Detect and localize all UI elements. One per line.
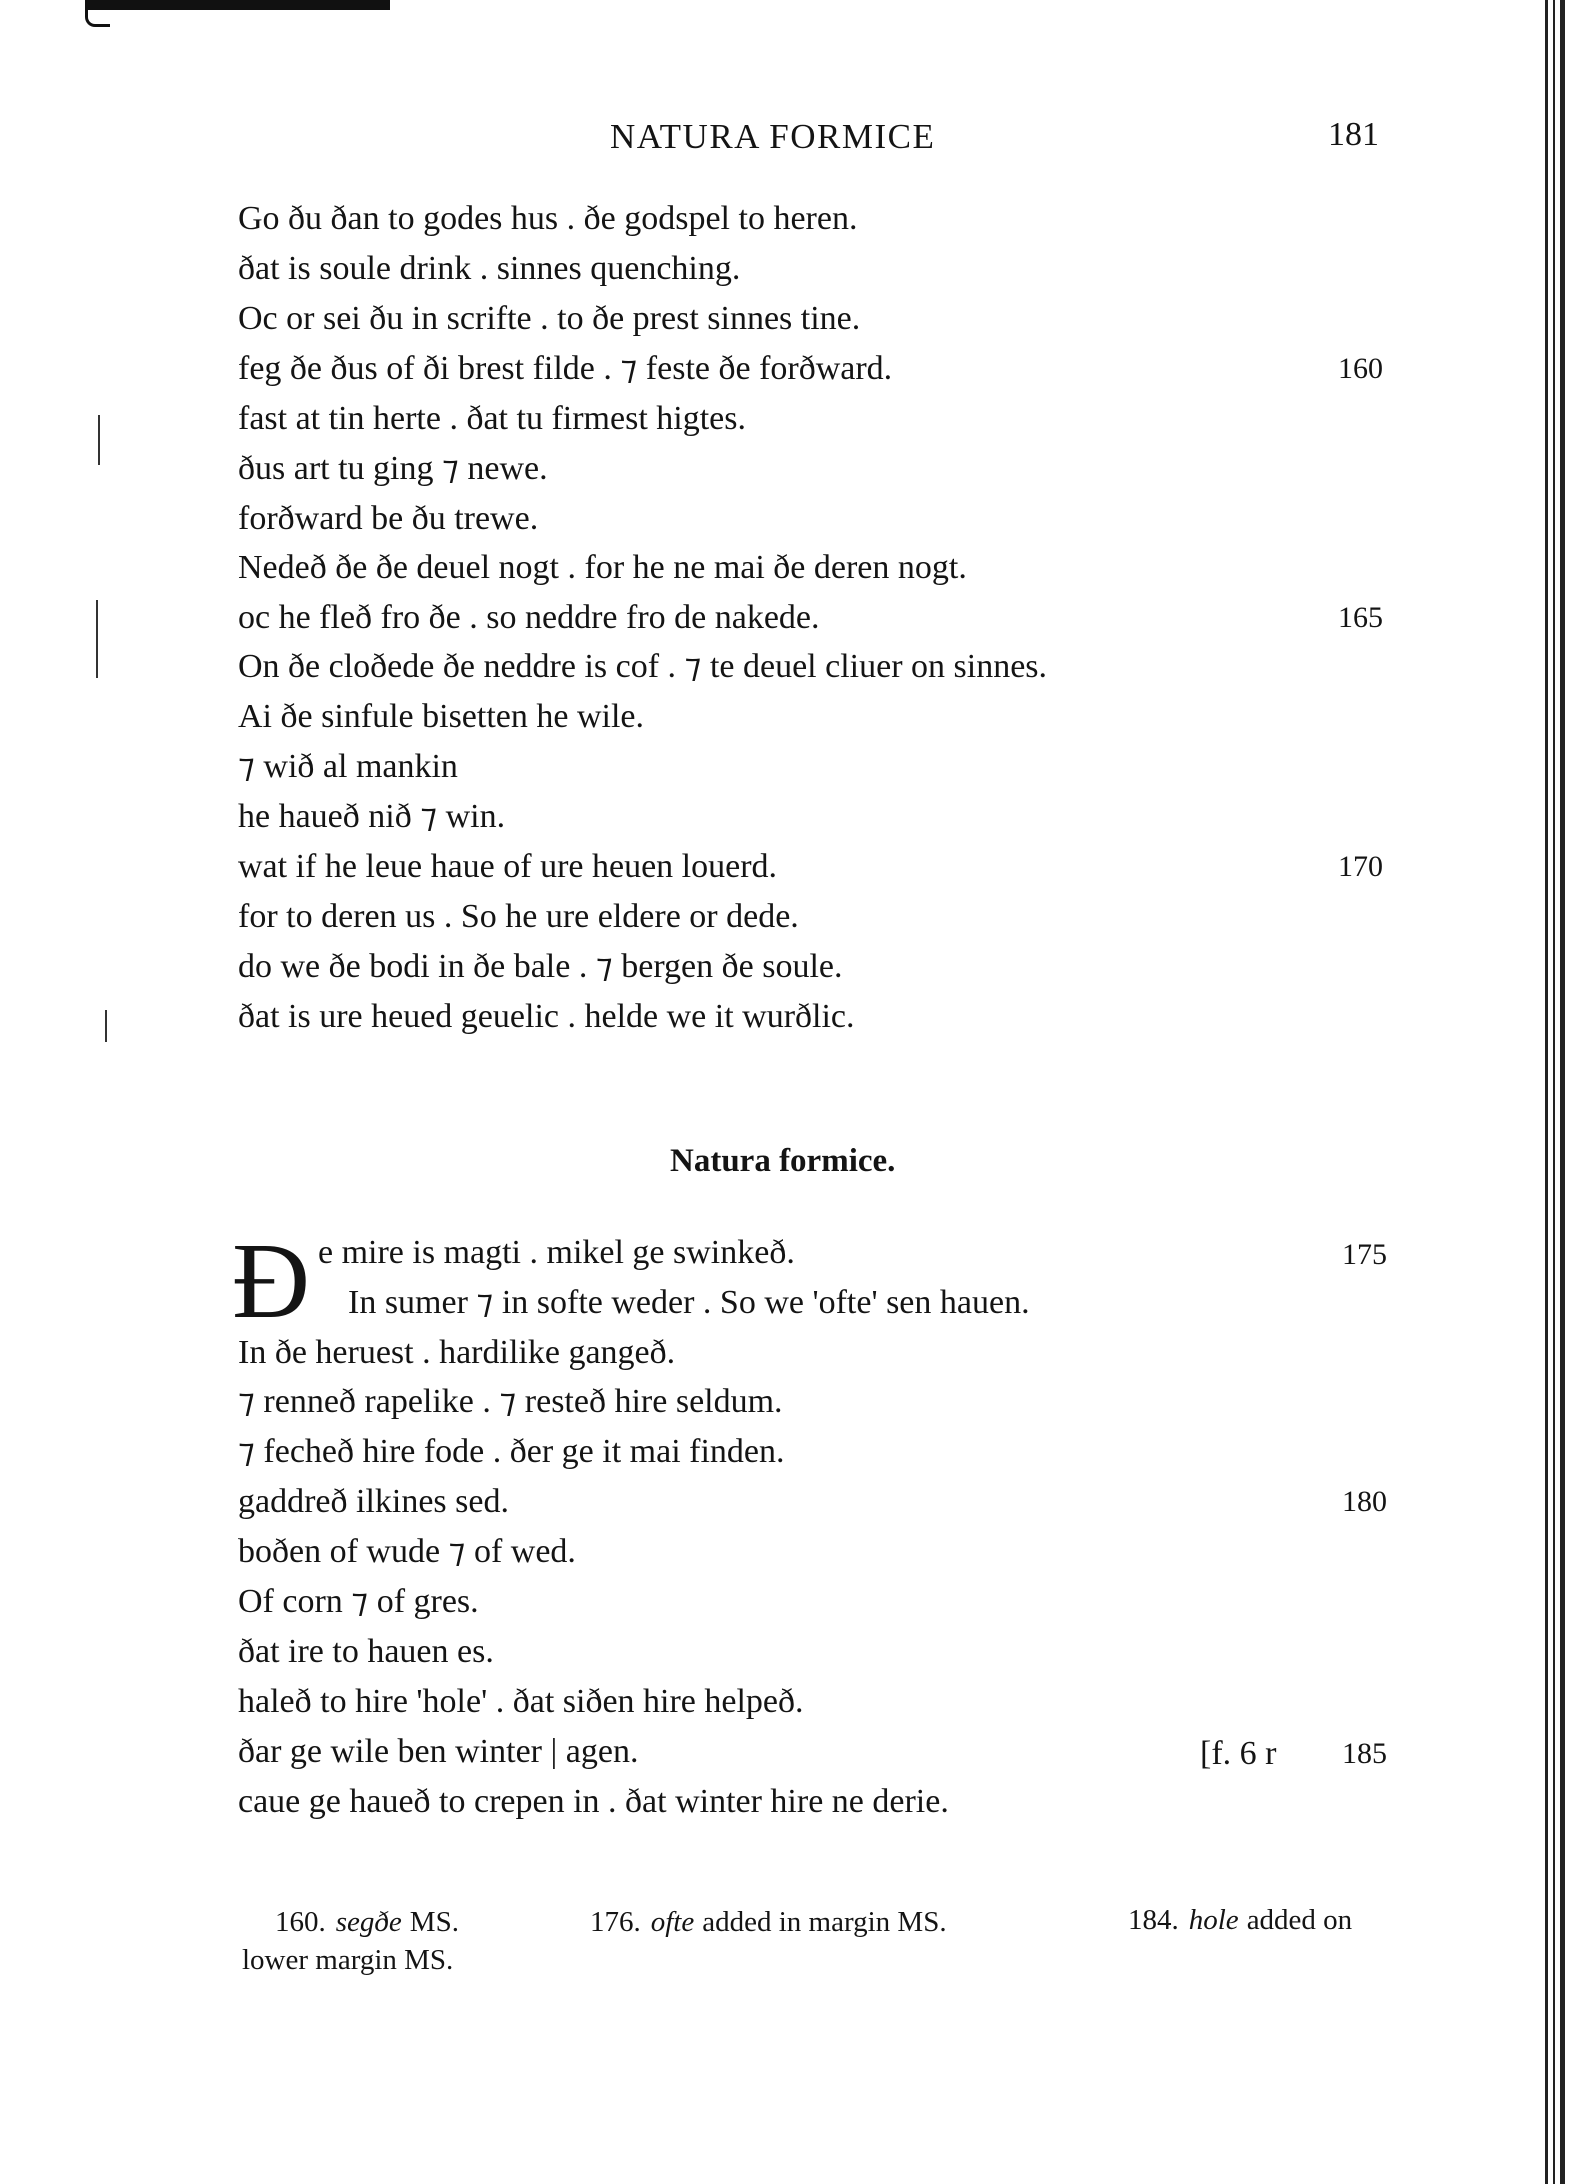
drop-cap: Ð [232, 1222, 310, 1341]
verse-line: forðward be ðu trewe. [238, 500, 539, 537]
page-number: 181 [1328, 116, 1379, 153]
verse-line: In ðe heruest . hardilike gangeð. [238, 1334, 676, 1371]
verse-line: haleð to hire 'hole' . ðat siðen hire helpeð. [238, 1683, 804, 1720]
footnote [275, 1908, 459, 1937]
binding-edge [1560, 0, 1565, 2184]
footnote-continuation: lower margin MS. [242, 1944, 454, 1976]
line-number: 175 [1342, 1238, 1387, 1271]
verse-line: e mire is magti . mikel ge swinkeð. [318, 1234, 795, 1271]
page-edge-hook [85, 10, 110, 27]
line-number: 185 [1342, 1737, 1387, 1770]
footnote-text: MS. [409, 1906, 459, 1938]
footnote [1128, 1906, 1352, 1935]
verse-line: ðat is ure heued geuelic . helde we it wurðlic. [238, 998, 855, 1035]
running-head: NATURA FORMICE [610, 117, 936, 156]
line-number: 165 [1338, 601, 1383, 634]
footnote-number: 160. [275, 1906, 326, 1938]
line-number: 180 [1342, 1485, 1387, 1518]
margin-mark [98, 415, 100, 465]
verse-line: ðar ge wile ben winter | agen. [238, 1733, 639, 1770]
line-number: 170 [1338, 850, 1383, 883]
verse-line: In sumer ⁊ in softe weder . So we 'ofte' sen hauen. [348, 1284, 1030, 1321]
verse-line: caue ge haueð to crepen in . ðat winter hire ne derie. [238, 1783, 949, 1820]
footnote-text: added on [1246, 1904, 1353, 1936]
verse-line: Nedeð ðe ðe deuel nogt . for he ne mai ðe deren nogt. [238, 549, 967, 586]
page-edge-mark [85, 0, 390, 10]
footnote [590, 1908, 947, 1937]
verse-line: Oc or sei ðu in scrifte . to ðe prest sinnes tine. [238, 300, 861, 337]
verse-line: oc he fleð fro ðe . so neddre fro de nakede. [238, 599, 820, 636]
verse-line: ⁊ renneð rapelike . ⁊ resteð hire seldum. [238, 1383, 783, 1420]
verse-line: On ðe cloðede ðe neddre is cof . ⁊ te deuel cliuer on sinnes. [238, 648, 1048, 685]
margin-mark [105, 1010, 107, 1042]
footnote-number: 184. [1128, 1904, 1179, 1936]
verse-line: feg ðe ðus of ði brest filde . ⁊ feste ðe forðward. [238, 350, 893, 387]
verse-line: gaddreð ilkines sed. [238, 1483, 509, 1520]
verse-line: do we ðe bodi in ðe bale . ⁊ bergen ðe soule. [238, 948, 843, 985]
verse-line: ⁊ fecheð hire fode . ðer ge it mai finden. [238, 1433, 785, 1470]
verse-line: he haueð nið ⁊ win. [238, 798, 506, 835]
footnote-word: segðe [335, 1906, 402, 1938]
binding-edge [1545, 0, 1548, 2184]
verse-line: ðat ire to hauen es. [238, 1633, 494, 1670]
verse-line: Ai ðe sinfule bisetten he wile. [238, 698, 645, 735]
verse-line: ⁊ wið al mankin [238, 748, 458, 785]
verse-line: Of corn ⁊ of gres. [238, 1583, 479, 1620]
footnote-text: added in margin MS. [702, 1906, 947, 1938]
verse-line: wat if he leue haue of ure heuen louerd. [238, 848, 778, 885]
footnote-number: 176. [590, 1906, 641, 1938]
footnote-word: hole [1188, 1904, 1239, 1936]
line-number: 160 [1338, 352, 1383, 385]
footnote-word: ofte [650, 1906, 695, 1938]
binding-edge [1553, 0, 1555, 2184]
verse-line: fast at tin herte . ðat tu firmest higtes. [238, 400, 746, 437]
section-title: Natura formice. [670, 1143, 896, 1179]
verse-line: ðus art tu ging ⁊ newe. [238, 450, 548, 487]
verse-line: ðat is soule drink . sinnes quenching. [238, 250, 741, 287]
verse-line: for to deren us . So he ure eldere or dede. [238, 898, 799, 935]
folio-marker: [f. 6 r [1200, 1735, 1277, 1772]
margin-mark [96, 600, 98, 678]
verse-line: boðen of wude ⁊ of wed. [238, 1533, 576, 1570]
verse-line: Go ðu ðan to godes hus . ðe godspel to heren. [238, 200, 858, 237]
